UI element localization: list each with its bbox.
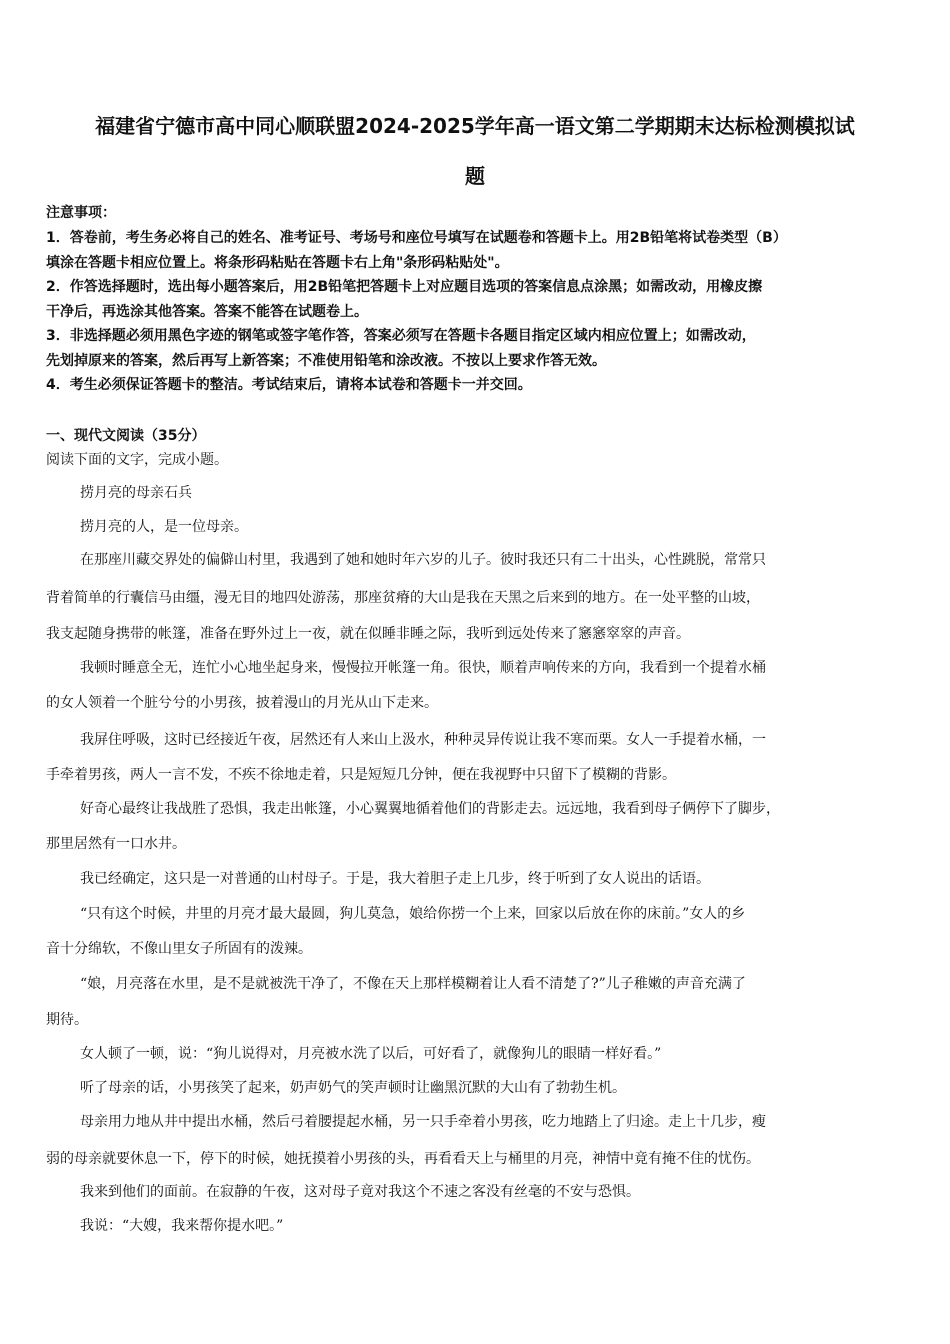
notice-line: 干净后，再选涂其他答案。答案不能答在试题卷上。 (46, 304, 368, 320)
section-heading: 一、现代文阅读（35分） (46, 428, 206, 444)
notice-line: 填涂在答题卡相应位置上。将条形码粘贴在答题卡右上角"条形码粘贴处"。 (46, 255, 509, 271)
article-line: 捞月亮的人，是一位母亲。 (80, 519, 248, 535)
article-line: 我来到他们的面前。在寂静的午夜，这对母子竟对我这个不速之客没有丝毫的不安与恐惧。 (80, 1184, 640, 1200)
document-title-line2: 题 (465, 164, 485, 188)
article-line: “只有这个时候，井里的月亮才最大最圆，狗儿莫急，娘给你捞一个上来，回家以后放在你的床前。”女人的乡 (80, 906, 746, 922)
article-line: “娘，月亮落在水里，是不是就被洗干净了，不像在天上那样模糊着让人看不清楚了?”儿子稚嫩的声音充满了 (80, 976, 746, 992)
article-line: 好奇心最终让我战胜了恐惧，我走出帐篷，小心翼翼地循着他们的背影走去。远远地，我看到母子俩停下了脚步， (80, 801, 780, 817)
notice-heading: 注意事项： (46, 205, 116, 221)
article-line: 女人顿了一顿，说：“狗儿说得对，月亮被水洗了以后，可好看了，就像狗儿的眼睛一样好看。” (80, 1046, 662, 1062)
notice-line: 先划掉原来的答案，然后再写上新答案；不准使用铅笔和涂改液。不按以上要求作答无效。 (46, 353, 606, 369)
article-line: 在那座川藏交界处的偏僻山村里，我遇到了她和她时年六岁的儿子。彼时我还只有二十出头，心性跳脱，常常只 (80, 552, 766, 568)
article-line: 我说：“大嫂，我来帮你提水吧。” (80, 1218, 284, 1234)
notice-line: 1．答卷前，考生务必将自己的姓名、准考证号、考场号和座位号填写在试题卷和答题卡上。用2B铅笔将试卷类型（B） (46, 230, 787, 246)
article-line: 弱的母亲就要休息一下，停下的时候，她抚摸着小男孩的头，再看看天上与桶里的月亮，神情中竟有掩不住的忧伤。 (46, 1151, 760, 1167)
article-line: 我支起随身携带的帐篷，准备在野外过上一夜，就在似睡非睡之际，我听到远处传来了窸窸窣窣的声音。 (46, 626, 690, 642)
notice-line: 3．非选择题必须用黑色字迹的钢笔或签字笔作答，答案必须写在答题卡各题目指定区域内相应位置上；如需改动， (46, 328, 756, 344)
section-instruction: 阅读下面的文字，完成小题。 (46, 452, 228, 468)
article-line: 音十分绵软，不像山里女子所固有的泼辣。 (46, 941, 312, 957)
article-line: 那里居然有一口水井。 (46, 836, 186, 852)
notice-line: 4．考生必须保证答题卡的整洁。考试结束后，请将本试卷和答题卡一并交回。 (46, 377, 532, 393)
article-line: 我已经确定，这只是一对普通的山村母子。于是，我大着胆子走上几步，终于听到了女人说出的话语。 (80, 871, 710, 887)
article-title: 捞月亮的母亲石兵 (80, 485, 192, 501)
article-line: 的女人领着一个脏兮兮的小男孩，披着漫山的月光从山下走来。 (46, 695, 438, 711)
article-line: 期待。 (46, 1012, 88, 1028)
notice-line: 2．作答选择题时，选出每小题答案后，用2B铅笔把答题卡上对应题目选项的答案信息点涂黑；如需改动，用橡皮擦 (46, 279, 763, 295)
article-line: 我顿时睡意全无，连忙小心地坐起身来，慢慢拉开帐篷一角。很快，顺着声响传来的方向，我看到一个提着水桶 (80, 660, 766, 676)
article-line: 母亲用力地从井中提出水桶，然后弓着腰提起水桶，另一只手牵着小男孩，吃力地踏上了归途。走上十几步，瘦 (80, 1114, 766, 1130)
article-line: 手牵着男孩，两人一言不发，不疾不徐地走着，只是短短几分钟，便在我视野中只留下了模糊的背影。 (46, 767, 676, 783)
article-line: 背着简单的行囊信马由缰，漫无目的地四处游荡，那座贫瘠的大山是我在天黑之后来到的地方。在一处平整的山坡， (46, 590, 760, 606)
article-line: 听了母亲的话，小男孩笑了起来，奶声奶气的笑声顿时让幽黑沉默的大山有了勃勃生机。 (80, 1080, 626, 1096)
document-title-line1: 福建省宁德市高中同心顺联盟2024-2025学年高一语文第二学期期末达标检测模拟试 (95, 114, 855, 138)
article-line: 我屏住呼吸，这时已经接近午夜，居然还有人来山上汲水，种种灵异传说让我不寒而栗。女人一手提着水桶，一 (80, 732, 766, 748)
